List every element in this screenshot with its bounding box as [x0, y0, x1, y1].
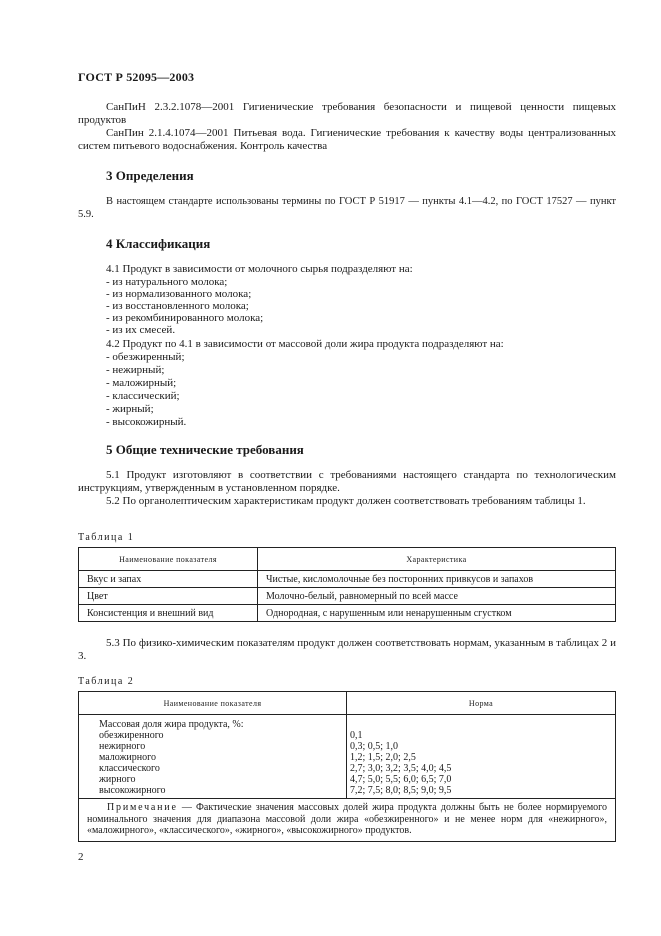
- list-item: - из нормализованного молока;: [106, 288, 252, 300]
- table-2-header-name: Наименование показателя: [79, 692, 347, 715]
- table-cell: Однородная, с нарушенным или ненарушенным сгустком: [258, 605, 616, 622]
- table-row: [79, 799, 616, 842]
- note-text: — Фактические значения массовых долей жира продукта должны быть не более нормируемого номинального значения для диапазона массовой доли жира «обезжиренного» и не менее норм для «нежирного», «маложирного», «классического», «жирного», «высокожирного» продуктов.: [87, 802, 607, 836]
- table-1: [78, 547, 616, 622]
- param-item: высокожирного: [99, 785, 166, 796]
- para-4-2: 4.2 Продукт по 4.1 в зависимости от массовой доли жира продукта подразделяют на:: [106, 338, 504, 350]
- para-4-1: 4.1 Продукт в зависимости от молочного сырья подразделяют на:: [106, 263, 413, 275]
- table-2-caption: Таблица 2: [78, 676, 135, 687]
- table-2-values-cell: [347, 715, 616, 799]
- list-item: - обезжиренный;: [106, 351, 185, 363]
- list-item: - высокожирный.: [106, 416, 187, 428]
- norm-value: 4,7; 5,0; 5,5; 6,0; 6,5; 7,0: [350, 774, 452, 785]
- note-label: Примечание: [107, 802, 178, 813]
- table-1-header-name: Наименование показателя: [79, 548, 258, 571]
- table-cell: Чистые, кисломолочные без посторонних привкусов и запахов: [258, 571, 616, 588]
- norm-value: 1,2; 1,5; 2,0; 2,5: [350, 752, 416, 763]
- section-5-title: 5 Общие технические требования: [106, 442, 304, 457]
- table-cell: Цвет: [79, 588, 258, 605]
- reference-sanpin-1078: СанПиН 2.3.2.1078—2001 Гигиенические требования безопасности и пищевой ценности пищевых продуктов: [78, 101, 616, 126]
- list-item: - из натурального молока;: [106, 276, 228, 288]
- section-3-text: В настоящем стандарте использованы термины по ГОСТ Р 51917 — пункты 4.1—4.2, по ГОСТ 17527 — пункт 5.9.: [78, 196, 616, 220]
- reference-sanpin-1074: СанПин 2.1.4.1074—2001 Питьевая вода. Гигиенические требования к качеству воды централизованных систем питьевого водоснабжения. Контроль качества: [78, 127, 616, 152]
- norm-value: 2,7; 3,0; 3,2; 3,5; 4,0; 4,5: [350, 763, 452, 774]
- param-title: Массовая доля жира продукта, %:: [99, 719, 244, 730]
- table-1-header-characteristic: Характеристика: [258, 548, 616, 571]
- page-number: 2: [78, 851, 84, 863]
- table-cell: Вкус и запах: [79, 571, 258, 588]
- table-cell: Молочно-белый, равномерный по всей массе: [258, 588, 616, 605]
- list-item: - маложирный;: [106, 377, 177, 389]
- para-5-1: 5.1 Продукт изготовляют в соответствии с требованиями настоящего стандарта по технологическим инструкциям, утвержденным в установленном порядке.: [78, 469, 616, 494]
- list-item: - жирный;: [106, 403, 154, 415]
- param-item: обезжиренного: [99, 730, 164, 741]
- list-item: - из их смесей.: [106, 324, 176, 336]
- para-5-2: 5.2 По органолептическим характеристикам продукт должен соответствовать требованиям таблицы 1.: [106, 495, 586, 507]
- table-row: [79, 605, 616, 622]
- list-item: - из рекомбинированного молока;: [106, 312, 264, 324]
- list-item: - нежирный;: [106, 364, 165, 376]
- param-item: нежирного: [99, 741, 146, 752]
- table-2-params-cell: [79, 715, 347, 799]
- table-2-header-norm: Норма: [347, 692, 616, 715]
- norm-value: 0,1: [350, 730, 363, 741]
- param-item: жирного: [99, 774, 136, 785]
- table-2-note: [79, 799, 616, 842]
- list-item: - из восстановленного молока;: [106, 300, 249, 312]
- table-2: [78, 691, 616, 842]
- para-5-3: 5.3 По физико-химическим показателям продукт должен соответствовать нормам, указанным в таблицах 2 и 3.: [78, 637, 616, 662]
- norm-value: 0,3; 0,5; 1,0: [350, 741, 399, 752]
- table-row: [79, 571, 616, 588]
- param-item: маложирного: [99, 752, 156, 763]
- norm-value: 7,2; 7,5; 8,0; 8,5; 9,0; 9,5: [350, 785, 452, 796]
- param-item: классического: [99, 763, 160, 774]
- table-1-caption: Таблица 1: [78, 532, 135, 543]
- section-3-title: 3 Определения: [106, 168, 194, 183]
- document-header: ГОСТ Р 52095—2003: [78, 70, 195, 84]
- table-row: [79, 588, 616, 605]
- table-row: [79, 715, 616, 799]
- table-cell: Консистенция и внешний вид: [79, 605, 258, 622]
- section-4-title: 4 Классификация: [106, 236, 211, 251]
- list-item: - классический;: [106, 390, 180, 402]
